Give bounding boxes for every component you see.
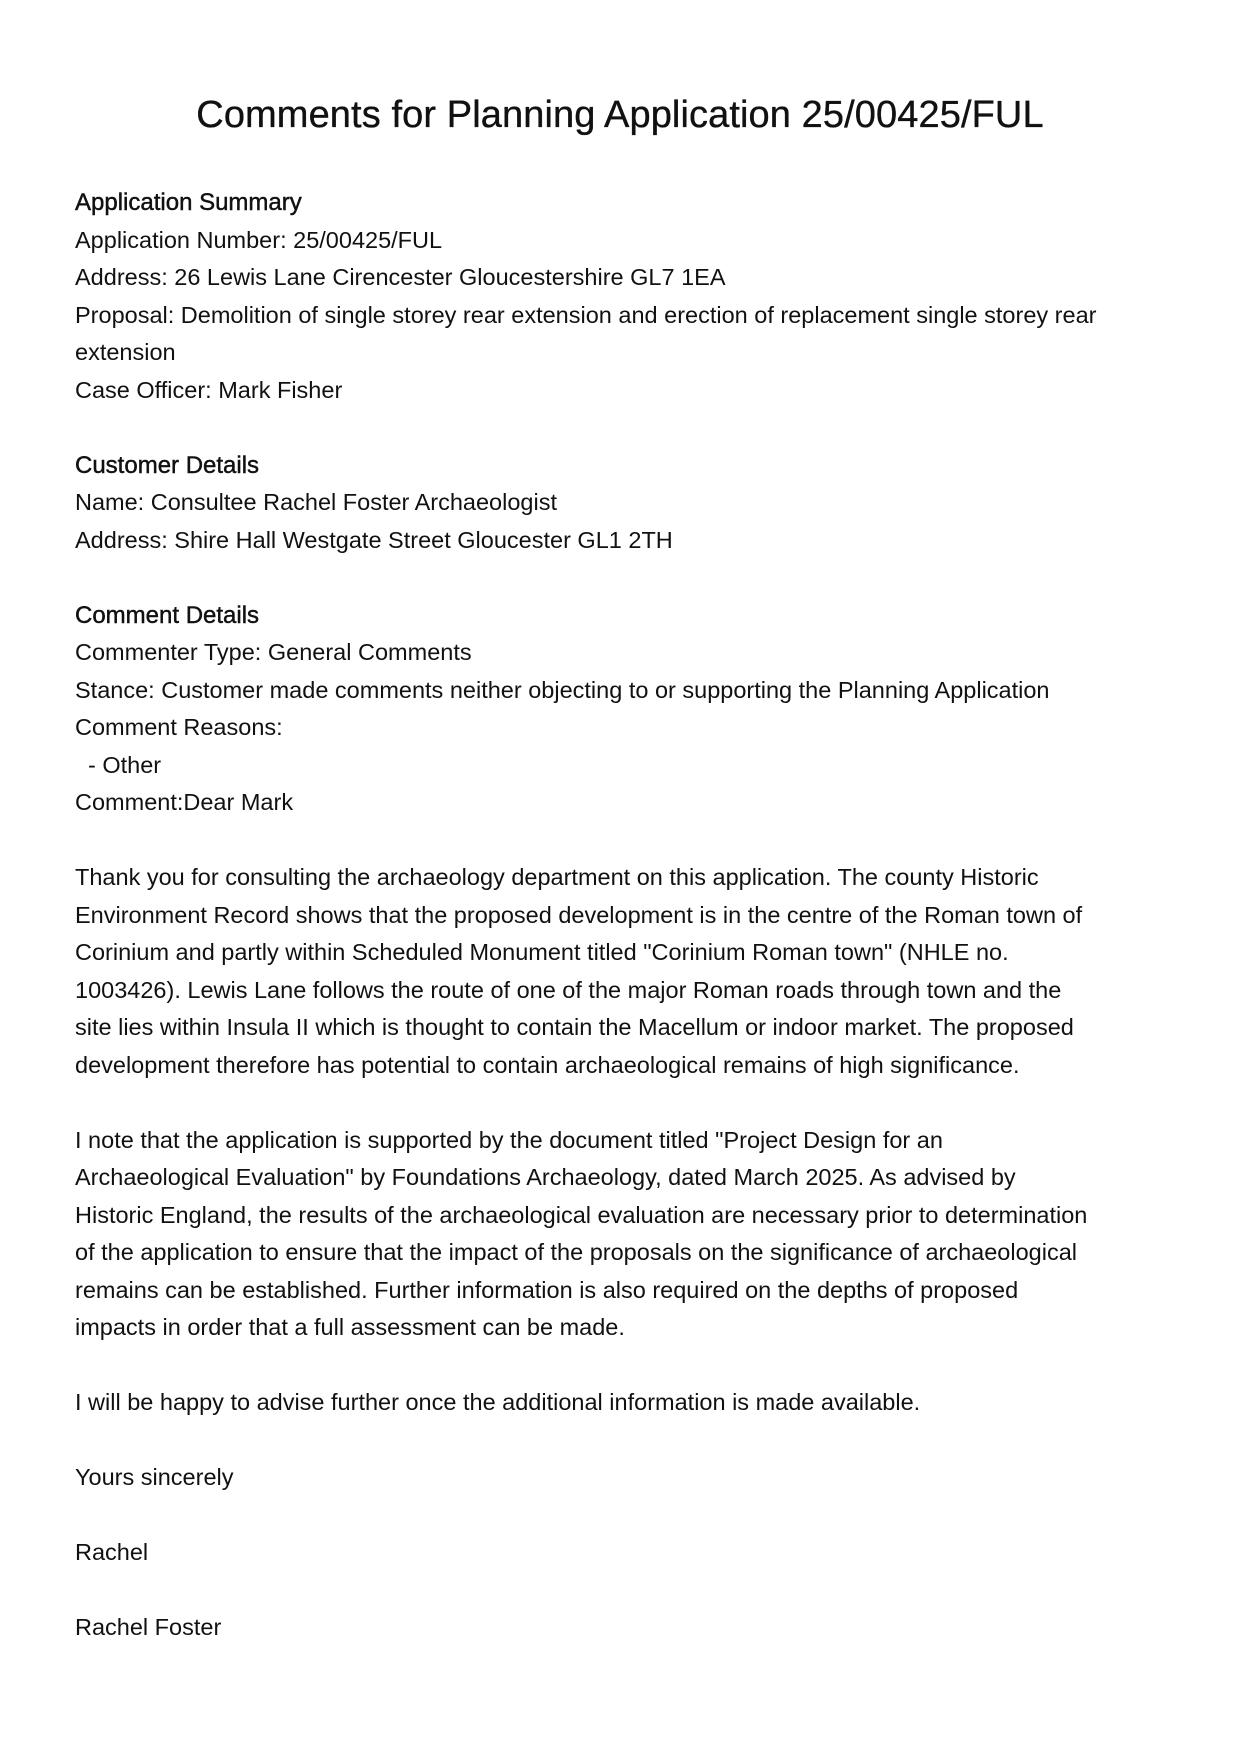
application-address: Address: 26 Lewis Lane Cirencester Gloucestershire GL7 1EA <box>75 264 726 290</box>
spacer <box>75 559 1165 597</box>
spacer <box>75 1084 1165 1122</box>
spacer <box>75 138 1165 184</box>
paragraph-line: of the application to ensure that the impact of the proposals on the significance of archaeological <box>75 1239 1077 1265</box>
comment-paragraph-1 <box>75 859 1165 1084</box>
section-heading: Application Summary <box>75 189 302 216</box>
paragraph-line: remains can be established. Further information is also required on the depths of proposed <box>75 1276 1019 1303</box>
signoff-full-name: Rachel Foster <box>75 1614 222 1640</box>
paragraph-line: site lies within Insula II which is thought to contain the Macellum or indoor market. The proposed <box>75 1014 1074 1040</box>
paragraph-line: impacts in order that a full assessment can be made. <box>75 1314 625 1340</box>
paragraph-line: Archaeological Evaluation" by Foundations Archaeology, dated March 2025. As advised by <box>75 1164 1016 1190</box>
comment-reason-item: - Other <box>88 751 162 778</box>
paragraph-line: 1003426). Lewis Lane follows the route of one of the major Roman roads through town and the <box>75 976 1062 1003</box>
spacer <box>75 1422 1165 1460</box>
signoff-first-name: Rachel <box>75 1539 149 1565</box>
spacer <box>75 409 1165 447</box>
paragraph-line: development therefore has potential to contain archaeological remains of high significance. <box>75 1051 1020 1078</box>
spacer <box>75 1572 1165 1610</box>
spacer <box>75 1497 1165 1535</box>
paragraph-line: Environment Record shows that the proposed development is in the centre of the Roman town of <box>75 901 1083 928</box>
stance: Stance: Customer made comments neither objecting to or supporting the Planning Application <box>75 676 1050 703</box>
comment-details-section <box>75 597 1165 822</box>
spacer <box>75 822 1165 860</box>
comment-reasons-label: Comment Reasons: <box>75 714 283 740</box>
section-heading: Customer Details <box>75 451 260 479</box>
application-number: Application Number: 25/00425/FUL <box>75 226 443 253</box>
customer-details-section <box>75 447 1165 560</box>
page-title: Comments for Planning Application 25/00425/FUL <box>196 94 1044 136</box>
closing: Yours sincerely <box>75 1464 234 1490</box>
paragraph-line: Historic England, the results of the archaeological evaluation are necessary prior to determination <box>75 1201 1088 1228</box>
commenter-type: Commenter Type: General Comments <box>75 639 472 665</box>
customer-name: Name: Consultee Rachel Foster Archaeologist <box>75 489 557 515</box>
comment-paragraph-2 <box>75 1122 1165 1347</box>
proposal-line: Proposal: Demolition of single storey rear extension and erection of replacement single storey rear <box>75 301 1097 328</box>
comment-opening: Comment:Dear Mark <box>75 789 294 815</box>
spacer <box>75 1347 1165 1385</box>
paragraph-line: I note that the application is supported by the document titled "Project Design for an <box>75 1126 943 1153</box>
proposal-line: extension <box>75 339 176 365</box>
comment-paragraph-3: I will be happy to advise further once the additional information is made available. <box>75 1389 921 1415</box>
section-heading: Comment Details <box>75 601 260 629</box>
paragraph-line: Corinium and partly within Scheduled Monument titled "Corinium Roman town" (NHLE no. <box>75 939 1009 965</box>
paragraph-line: Thank you for consulting the archaeology department on this application. The county Historic <box>75 864 1039 890</box>
application-summary-section <box>75 184 1165 409</box>
case-officer: Case Officer: Mark Fisher <box>75 376 343 403</box>
customer-address: Address: Shire Hall Westgate Street Gloucester GL1 2TH <box>75 526 673 553</box>
